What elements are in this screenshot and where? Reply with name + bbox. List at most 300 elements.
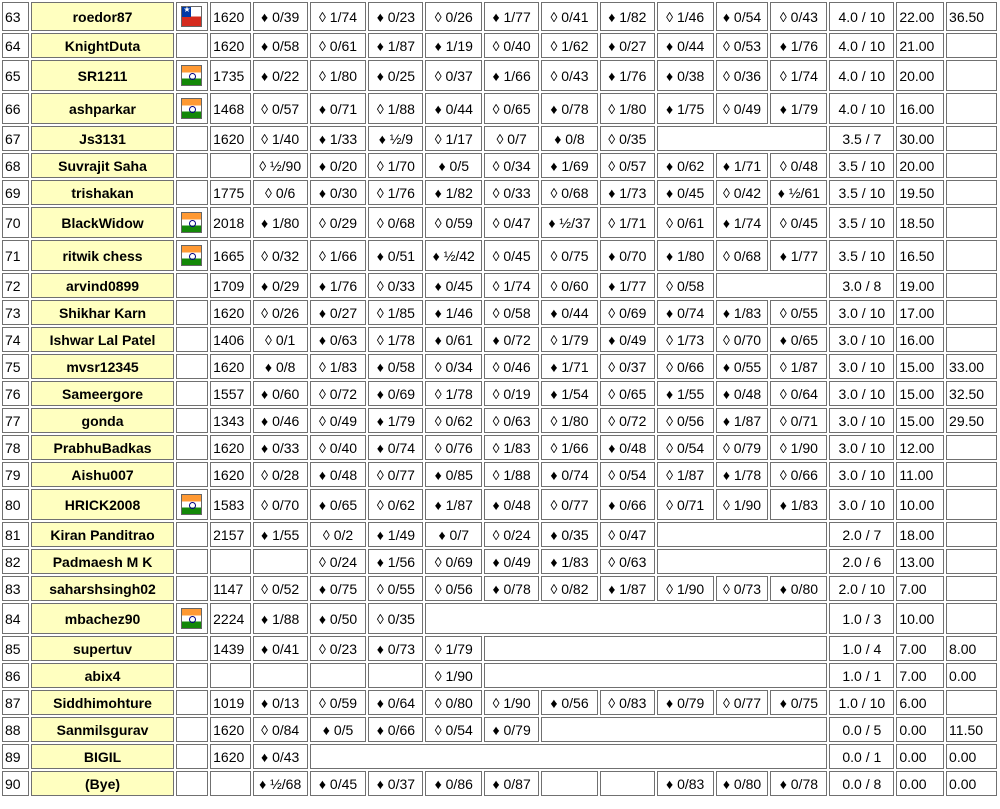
table-row — [2, 2, 997, 31]
flag-cell — [176, 180, 209, 205]
round-result: ♦ 1/82 — [600, 2, 655, 31]
tiebreak-1: 20.00 — [896, 60, 944, 91]
round-result: ◊ 0/49 — [310, 408, 367, 433]
round-result: ◊ 0/40 — [484, 33, 539, 58]
rank-cell: 66 — [2, 93, 29, 124]
round-result: ◊ 0/35 — [600, 126, 655, 151]
round-result: ◊ 0/48 — [770, 153, 827, 178]
round-result: ◊ 0/42 — [716, 180, 769, 205]
round-result: ♦ 0/65 — [770, 327, 827, 352]
round-result: ◊ 0/82 — [541, 576, 598, 601]
round-result: ♦ 0/75 — [770, 690, 827, 715]
rating-cell: 1439 — [210, 636, 251, 661]
table-row — [2, 462, 997, 487]
tiebreak-2: 29.50 — [946, 408, 997, 433]
round-result: ◊ 0/7 — [484, 126, 539, 151]
round-result: ♦ 0/55 — [716, 354, 769, 379]
player-name[interactable]: Padmaesh M K — [31, 549, 173, 574]
player-name[interactable]: (Bye) — [31, 771, 173, 796]
round-result: ♦ 0/45 — [657, 180, 714, 205]
rank-cell: 70 — [2, 207, 29, 238]
score-cell: 3.0 / 10 — [829, 300, 894, 325]
tiebreak-2: 0.00 — [946, 771, 997, 796]
score-cell: 3.0 / 10 — [829, 327, 894, 352]
round-result: ♦ 0/80 — [716, 771, 769, 796]
player-name[interactable]: BIGIL — [31, 744, 173, 769]
table-row — [2, 744, 997, 769]
round-result: ◊ 1/80 — [310, 60, 367, 91]
rank-cell: 80 — [2, 489, 29, 520]
flag-cell — [176, 549, 209, 574]
round-result: ♦ 0/50 — [310, 603, 367, 634]
table-row — [2, 435, 997, 460]
round-result: ◊ 0/47 — [484, 207, 539, 238]
rating-cell: 1468 — [210, 93, 251, 124]
tiebreak-1: 10.00 — [896, 489, 944, 520]
round-result: ◊ 1/66 — [541, 435, 598, 460]
round-result: ◊ 0/6 — [253, 180, 308, 205]
round-result: ◊ 1/79 — [541, 327, 598, 352]
round-result: ◊ 1/76 — [368, 180, 423, 205]
round-result: ♦ 1/76 — [770, 33, 827, 58]
table-row — [2, 126, 997, 151]
round-result: ♦ 1/54 — [541, 381, 598, 406]
round-result: ♦ 0/48 — [484, 489, 539, 520]
table-row — [2, 576, 997, 601]
round-result: ♦ 1/77 — [600, 273, 655, 298]
round-result: ◊ 0/58 — [484, 300, 539, 325]
round-result: ◊ 0/84 — [253, 717, 308, 742]
flag-cell — [176, 33, 209, 58]
tiebreak-2: 0.00 — [946, 663, 997, 688]
round-result: ♦ 1/83 — [541, 549, 598, 574]
flag-cell — [176, 153, 209, 178]
round-result: ♦ 1/69 — [541, 153, 598, 178]
score-cell: 3.5 / 7 — [829, 126, 894, 151]
flag-cell — [176, 636, 209, 661]
round-result: ♦ 0/49 — [484, 549, 539, 574]
tiebreak-2 — [946, 93, 997, 124]
table-row — [2, 273, 997, 298]
flag-cell — [176, 744, 209, 769]
round-result: ♦ 0/79 — [484, 717, 539, 742]
round-result: ◊ 0/40 — [310, 435, 367, 460]
score-cell: 4.0 / 10 — [829, 2, 894, 31]
player-name[interactable]: ritwik chess — [31, 240, 173, 271]
score-cell: 2.0 / 7 — [829, 522, 894, 547]
tiebreak-2: 33.00 — [946, 354, 997, 379]
round-result: ◊ 0/54 — [425, 717, 482, 742]
round-result: ♦ 0/39 — [253, 2, 308, 31]
player-name[interactable]: Siddhimohture — [31, 690, 173, 715]
round-result: ♦ 1/80 — [657, 240, 714, 271]
rating-cell: 1620 — [210, 744, 251, 769]
tiebreak-2 — [946, 522, 997, 547]
table-row — [2, 207, 997, 238]
round-result: ◊ 0/83 — [600, 690, 655, 715]
round-result — [368, 663, 423, 688]
score-cell: 3.5 / 10 — [829, 153, 894, 178]
round-result: ◊ 1/40 — [253, 126, 308, 151]
india-flag-icon — [181, 245, 202, 266]
round-result: ◊ 0/41 — [541, 2, 598, 31]
india-flag-icon — [181, 98, 202, 119]
flag-cell — [176, 93, 209, 124]
table-row — [2, 690, 997, 715]
rating-cell: 1620 — [210, 2, 251, 31]
round-result: ◊ 1/78 — [425, 381, 482, 406]
score-cell: 4.0 / 10 — [829, 93, 894, 124]
table-row — [2, 381, 997, 406]
round-result: ♦ 0/48 — [310, 462, 367, 487]
round-result: ♦ 1/80 — [253, 207, 308, 238]
round-result: ◊ 0/26 — [425, 2, 482, 31]
player-name[interactable]: trishakan — [31, 180, 173, 205]
round-result: ◊ 0/77 — [541, 489, 598, 520]
round-result: ◊ 1/80 — [600, 93, 655, 124]
player-name[interactable]: Sanmilsgurav — [31, 717, 173, 742]
tiebreak-1: 20.00 — [896, 153, 944, 178]
round-result: ♦ 0/8 — [541, 126, 598, 151]
chile-flag-icon — [181, 6, 202, 27]
round-result: ◊ 1/46 — [657, 2, 714, 31]
player-name[interactable]: mbachez90 — [31, 603, 173, 634]
tiebreak-2 — [946, 462, 997, 487]
round-result: ◊ 1/88 — [484, 462, 539, 487]
round-result: ◊ 1/74 — [770, 60, 827, 91]
round-result: ♦ 0/65 — [310, 489, 367, 520]
flag-cell — [176, 717, 209, 742]
round-result: ♦ 1/77 — [484, 2, 539, 31]
round-result: ♦ 1/55 — [657, 381, 714, 406]
rank-cell: 90 — [2, 771, 29, 796]
tiebreak-1: 17.00 — [896, 300, 944, 325]
rank-cell: 78 — [2, 435, 29, 460]
score-cell: 3.0 / 10 — [829, 408, 894, 433]
player-name[interactable]: Kiran Panditrao — [31, 522, 173, 547]
flag-cell — [176, 435, 209, 460]
round-result: ♦ 0/41 — [253, 636, 308, 661]
tiebreak-2 — [946, 240, 997, 271]
player-name[interactable]: supertuv — [31, 636, 173, 661]
player-name[interactable]: Suvrajit Saha — [31, 153, 173, 178]
rating-cell: 1665 — [210, 240, 251, 271]
round-result: ◊ 0/26 — [253, 300, 308, 325]
player-name[interactable]: saharshsingh02 — [31, 576, 173, 601]
round-result: ◊ 0/53 — [716, 33, 769, 58]
round-result: ◊ 0/19 — [484, 381, 539, 406]
round-result: ◊ 0/77 — [368, 462, 423, 487]
rating-cell — [210, 549, 251, 574]
tiebreak-2: 36.50 — [946, 2, 997, 31]
round-result: ◊ 0/73 — [716, 576, 769, 601]
round-result: ♦ 0/58 — [368, 354, 423, 379]
table-row — [2, 300, 997, 325]
score-cell: 1.0 / 1 — [829, 663, 894, 688]
round-result: ♦ 1/55 — [253, 522, 308, 547]
tiebreak-1: 6.00 — [896, 690, 944, 715]
round-result: ♦ 0/86 — [425, 771, 482, 796]
round-result: ♦ 0/44 — [657, 33, 714, 58]
round-result: ♦ 0/74 — [368, 435, 423, 460]
flag-cell — [176, 408, 209, 433]
round-result: ◊ 0/79 — [716, 435, 769, 460]
round-result: ♦ 1/49 — [368, 522, 423, 547]
round-empty — [484, 663, 827, 688]
rank-cell: 65 — [2, 60, 29, 91]
player-name[interactable]: Ishwar Lal Patel — [31, 327, 173, 352]
round-result: ◊ 0/2 — [310, 522, 367, 547]
tiebreak-1: 16.50 — [896, 240, 944, 271]
round-result: ◊ 0/68 — [368, 207, 423, 238]
round-result: ◊ 1/74 — [310, 2, 367, 31]
score-cell: 3.5 / 10 — [829, 240, 894, 271]
score-cell: 0.0 / 1 — [829, 744, 894, 769]
round-result: ♦ 0/45 — [310, 771, 367, 796]
rank-cell: 64 — [2, 33, 29, 58]
tiebreak-1: 0.00 — [896, 717, 944, 742]
rank-cell: 87 — [2, 690, 29, 715]
player-name[interactable]: mvsr12345 — [31, 354, 173, 379]
tiebreak-2 — [946, 489, 997, 520]
round-result: ◊ 0/61 — [657, 207, 714, 238]
round-result: ◊ 0/54 — [600, 462, 655, 487]
round-result — [310, 663, 367, 688]
round-result: ♦ 0/72 — [484, 327, 539, 352]
tiebreak-1: 16.00 — [896, 327, 944, 352]
player-name[interactable]: abix4 — [31, 663, 173, 688]
round-empty — [657, 549, 828, 574]
round-result — [253, 663, 308, 688]
table-row — [2, 354, 997, 379]
round-result: ♦ 0/78 — [770, 771, 827, 796]
round-result: ◊ 0/69 — [600, 300, 655, 325]
standings-body — [2, 2, 997, 796]
round-result: ◊ 1/83 — [484, 435, 539, 460]
player-name[interactable]: HRICK2008 — [31, 489, 173, 520]
rank-cell: 81 — [2, 522, 29, 547]
tiebreak-1: 15.00 — [896, 408, 944, 433]
round-result: ♦ 0/80 — [770, 576, 827, 601]
round-result: ♦ 1/56 — [368, 549, 423, 574]
round-result: ♦ 0/38 — [657, 60, 714, 91]
rank-cell: 71 — [2, 240, 29, 271]
round-result: ◊ 0/52 — [253, 576, 308, 601]
rank-cell: 74 — [2, 327, 29, 352]
player-name[interactable]: KnightDuta — [31, 33, 173, 58]
round-result: ♦ 0/87 — [484, 771, 539, 796]
round-result: ◊ 0/32 — [253, 240, 308, 271]
player-name[interactable]: Aishu007 — [31, 462, 173, 487]
round-result: ♦ 1/87 — [425, 489, 482, 520]
rank-cell: 86 — [2, 663, 29, 688]
round-empty — [541, 717, 827, 742]
round-result: ♦ 1/87 — [716, 408, 769, 433]
rank-cell: 89 — [2, 744, 29, 769]
round-result: ◊ 0/77 — [716, 690, 769, 715]
flag-cell — [176, 462, 209, 487]
score-cell: 1.0 / 4 — [829, 636, 894, 661]
player-name[interactable]: PrabhuBadkas — [31, 435, 173, 460]
round-result: ◊ 0/56 — [657, 408, 714, 433]
round-result: ◊ 0/36 — [716, 60, 769, 91]
rank-cell: 79 — [2, 462, 29, 487]
round-result: ♦ 0/69 — [368, 381, 423, 406]
tiebreak-1: 15.00 — [896, 354, 944, 379]
tiebreak-2 — [946, 435, 997, 460]
flag-cell — [176, 300, 209, 325]
round-result: ♦ 0/33 — [253, 435, 308, 460]
round-result: ♦ 0/35 — [541, 522, 598, 547]
tiebreak-1: 13.00 — [896, 549, 944, 574]
score-cell: 2.0 / 6 — [829, 549, 894, 574]
rank-cell: 88 — [2, 717, 29, 742]
round-result: ♦ 0/61 — [425, 327, 482, 352]
round-result: ◊ 0/75 — [541, 240, 598, 271]
rating-cell: 1620 — [210, 717, 251, 742]
round-result: ◊ 0/1 — [253, 327, 308, 352]
round-result: ♦ 0/79 — [657, 690, 714, 715]
round-result: ◊ 0/45 — [484, 240, 539, 271]
round-result: ◊ 1/87 — [657, 462, 714, 487]
round-result: ♦ ½/42 — [425, 240, 482, 271]
round-result: ♦ 0/66 — [368, 717, 423, 742]
player-name[interactable]: SR1211 — [31, 60, 173, 91]
round-result: ◊ 1/79 — [425, 636, 482, 661]
round-result: ◊ 0/64 — [770, 381, 827, 406]
rank-cell: 73 — [2, 300, 29, 325]
round-result: ◊ 0/72 — [600, 408, 655, 433]
round-result: ♦ 1/33 — [310, 126, 367, 151]
player-name[interactable]: arvind0899 — [31, 273, 173, 298]
round-result: ♦ 0/54 — [716, 2, 769, 31]
round-result: ◊ 1/90 — [657, 576, 714, 601]
round-result: ♦ 0/8 — [253, 354, 308, 379]
round-result: ◊ 1/87 — [770, 354, 827, 379]
round-empty — [716, 273, 828, 298]
round-result: ♦ 0/78 — [484, 576, 539, 601]
round-result: ♦ 1/76 — [600, 60, 655, 91]
round-result: ♦ 0/71 — [310, 93, 367, 124]
tiebreak-2 — [946, 576, 997, 601]
round-empty — [657, 522, 828, 547]
rating-cell: 1620 — [210, 435, 251, 460]
india-flag-icon — [181, 212, 202, 233]
round-result: ♦ 0/63 — [310, 327, 367, 352]
round-result: ◊ 1/17 — [425, 126, 482, 151]
round-result: ◊ 1/74 — [484, 273, 539, 298]
round-result: ◊ 0/69 — [425, 549, 482, 574]
flag-cell — [176, 381, 209, 406]
score-cell: 3.5 / 10 — [829, 180, 894, 205]
player-name[interactable]: roedor87 — [31, 2, 173, 31]
tiebreak-2 — [946, 273, 997, 298]
round-result: ◊ 0/55 — [368, 576, 423, 601]
table-row — [2, 153, 997, 178]
round-result: ◊ 0/33 — [484, 180, 539, 205]
round-result: ◊ 0/34 — [484, 153, 539, 178]
round-result: ♦ 0/74 — [657, 300, 714, 325]
round-result: ◊ 0/59 — [310, 690, 367, 715]
flag-cell — [176, 576, 209, 601]
round-result: ♦ 0/66 — [600, 489, 655, 520]
round-result: ◊ 1/73 — [657, 327, 714, 352]
round-result: ♦ ½/68 — [253, 771, 308, 796]
round-result: ◊ 0/63 — [600, 549, 655, 574]
tiebreak-2: 0.00 — [946, 744, 997, 769]
flag-cell — [176, 771, 209, 796]
rating-cell: 1775 — [210, 180, 251, 205]
round-result: ♦ 0/27 — [600, 33, 655, 58]
round-result: ◊ 0/43 — [770, 2, 827, 31]
round-result: ♦ 0/74 — [541, 462, 598, 487]
player-name[interactable]: Sameergore — [31, 381, 173, 406]
round-result: ♦ 1/71 — [716, 153, 769, 178]
rank-cell: 63 — [2, 2, 29, 31]
player-name[interactable]: BlackWidow — [31, 207, 173, 238]
round-result: ◊ 0/59 — [425, 207, 482, 238]
round-result: ◊ 0/70 — [716, 327, 769, 352]
tiebreak-2 — [946, 327, 997, 352]
rating-cell: 1343 — [210, 408, 251, 433]
round-result — [253, 549, 308, 574]
flag-cell — [176, 60, 209, 91]
round-result: ♦ 1/73 — [600, 180, 655, 205]
round-result: ◊ 0/68 — [716, 240, 769, 271]
round-result: ◊ 0/35 — [368, 603, 423, 634]
flag-cell — [176, 354, 209, 379]
flag-cell — [176, 690, 209, 715]
score-cell: 3.0 / 10 — [829, 462, 894, 487]
flag-cell — [176, 522, 209, 547]
rating-cell: 2018 — [210, 207, 251, 238]
round-result: ♦ 0/23 — [368, 2, 423, 31]
player-name[interactable]: ashparkar — [31, 93, 173, 124]
round-result: ♦ ½/37 — [541, 207, 598, 238]
tiebreak-1: 15.00 — [896, 381, 944, 406]
round-empty — [484, 636, 827, 661]
round-result: ♦ 1/79 — [368, 408, 423, 433]
round-result: ♦ ½/61 — [770, 180, 827, 205]
player-name[interactable]: Shikhar Karn — [31, 300, 173, 325]
flag-cell — [176, 489, 209, 520]
tiebreak-1: 7.00 — [896, 636, 944, 661]
round-result: ♦ 0/73 — [368, 636, 423, 661]
round-result: ◊ 0/37 — [600, 354, 655, 379]
round-result: ◊ 0/65 — [600, 381, 655, 406]
tiebreak-2: 32.50 — [946, 381, 997, 406]
round-result: ♦ 0/13 — [253, 690, 308, 715]
round-result: ◊ 0/46 — [484, 354, 539, 379]
flag-cell — [176, 663, 209, 688]
round-result: ♦ 0/56 — [541, 690, 598, 715]
round-result: ♦ 1/19 — [425, 33, 482, 58]
rank-cell: 75 — [2, 354, 29, 379]
player-name[interactable]: Js3131 — [31, 126, 173, 151]
tiebreak-2: 11.50 — [946, 717, 997, 742]
round-result: ♦ 1/88 — [253, 603, 308, 634]
rating-cell: 1620 — [210, 33, 251, 58]
round-result: ♦ 1/87 — [600, 576, 655, 601]
table-row — [2, 327, 997, 352]
round-result: ♦ 0/85 — [425, 462, 482, 487]
round-result: ♦ 0/22 — [253, 60, 308, 91]
rating-cell — [210, 771, 251, 796]
table-row — [2, 522, 997, 547]
player-name[interactable]: gonda — [31, 408, 173, 433]
score-cell: 3.5 / 10 — [829, 207, 894, 238]
round-empty — [310, 744, 828, 769]
